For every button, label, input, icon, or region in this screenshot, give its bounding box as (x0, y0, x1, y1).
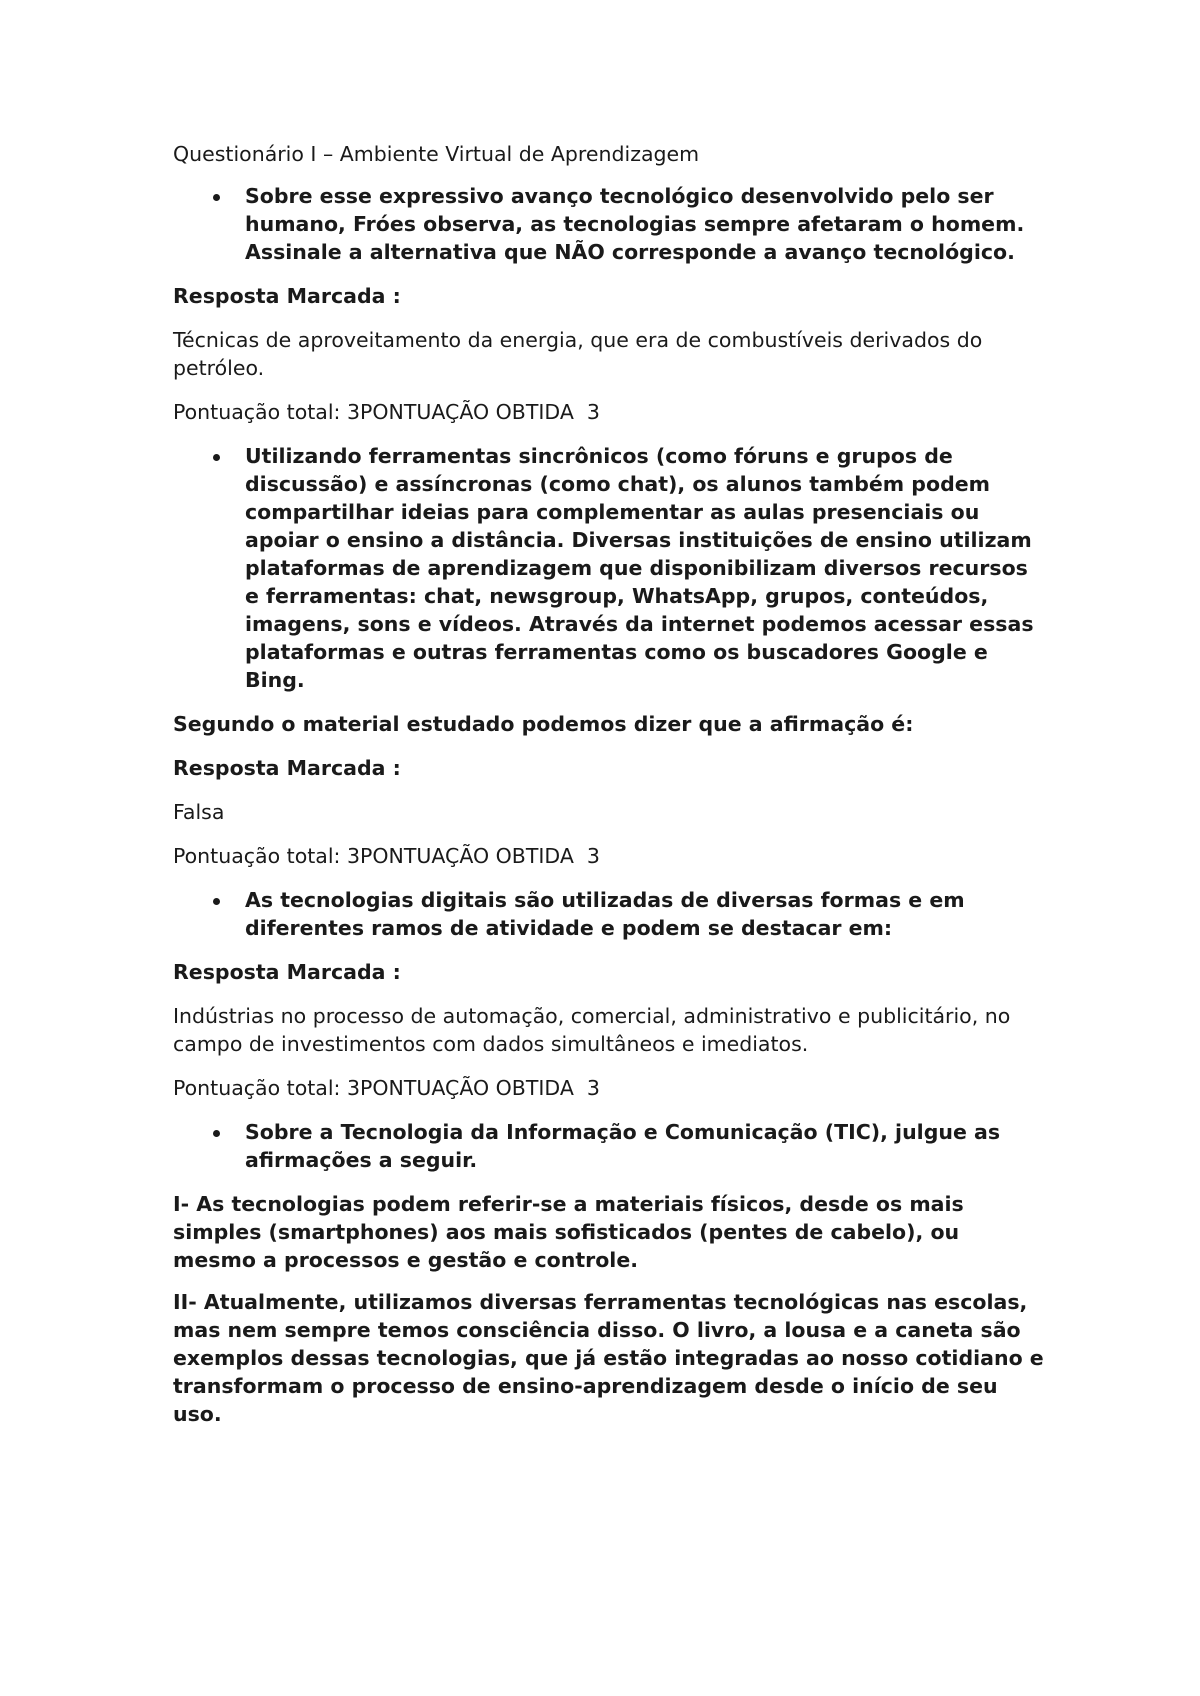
document-page (173, 140, 1048, 1442)
document-title: Questionário I – Ambiente Virtual de Aprendizagem (173, 142, 700, 166)
question-3-text: As tecnologias digitais são utilizadas de diversas formas e em diferentes ramos de atividade e podem se destacar em: (245, 888, 965, 940)
question-1 (173, 182, 1048, 266)
answer-1: Técnicas de aproveitamento da energia, que era de combustíveis derivados do petróleo. (173, 328, 983, 380)
question-2-prompt: Segundo o material estudado podemos dizer que a afirmação é: (173, 712, 914, 736)
statement-1: I- As tecnologias podem referir-se a materiais físicos, desde os mais simples (smartphones) aos mais sofisticados (pentes de cabelo), ou mesmo a processos e gestão e controle. (173, 1192, 964, 1272)
question-4 (173, 1118, 1048, 1174)
question-1-text: Sobre esse expressivo avanço tecnológico desenvolvido pelo ser humano, Fróes observa, as tecnologias sempre afetaram o homem. Assinale a alternativa que NÃO corresponde a avanço tecnológico. (245, 184, 1025, 264)
score-2: Pontuação total: 3PONTUAÇÃO OBTIDA 3 (173, 844, 600, 868)
question-2-text: Utilizando ferramentas sincrônicos (como fóruns e grupos de discussão) e assíncronas (como chat), os alunos também podem compartilhar ideias para complementar as aulas presenciais ou apoiar o ensino a distância. Diversas instituições de ensino utilizam plataformas de aprendizagem que disponibilizam diversos recursos e ferramentas: chat, newsgroup, WhatsApp, grupos, conteúdos, imagens, sons e vídeos. Através da internet podemos acessar essas plataformas e outras ferramentas como os buscadores Google e Bing. (245, 444, 1034, 692)
score-3: Pontuação total: 3PONTUAÇÃO OBTIDA 3 (173, 1076, 600, 1100)
bullet-icon (213, 898, 220, 905)
answer-3: Indústrias no processo de automação, comercial, administrativo e publicitário, no campo de investimentos com dados simultâneos e imediatos. (173, 1004, 1011, 1056)
question-3 (173, 886, 1048, 942)
bullet-icon (213, 194, 220, 201)
answer-label-2: Resposta Marcada : (173, 756, 401, 780)
answer-label-3: Resposta Marcada : (173, 960, 401, 984)
bullet-icon (213, 1130, 220, 1137)
question-2 (173, 442, 1048, 694)
answer-2: Falsa (173, 800, 225, 824)
score-1: Pontuação total: 3PONTUAÇÃO OBTIDA 3 (173, 400, 600, 424)
question-4-text: Sobre a Tecnologia da Informação e Comunicação (TIC), julgue as afirmações a seguir. (245, 1120, 1001, 1172)
statement-2: II- Atualmente, utilizamos diversas ferramentas tecnológicas nas escolas, mas nem sempre temos consciência disso. O livro, a lousa e a caneta são exemplos dessas tecnologias, que já estão integradas ao nosso cotidiano e transformam o processo de ensino-aprendizagem desde o início de seu uso. (173, 1290, 1044, 1426)
bullet-icon (213, 454, 220, 461)
answer-label-1: Resposta Marcada : (173, 284, 401, 308)
